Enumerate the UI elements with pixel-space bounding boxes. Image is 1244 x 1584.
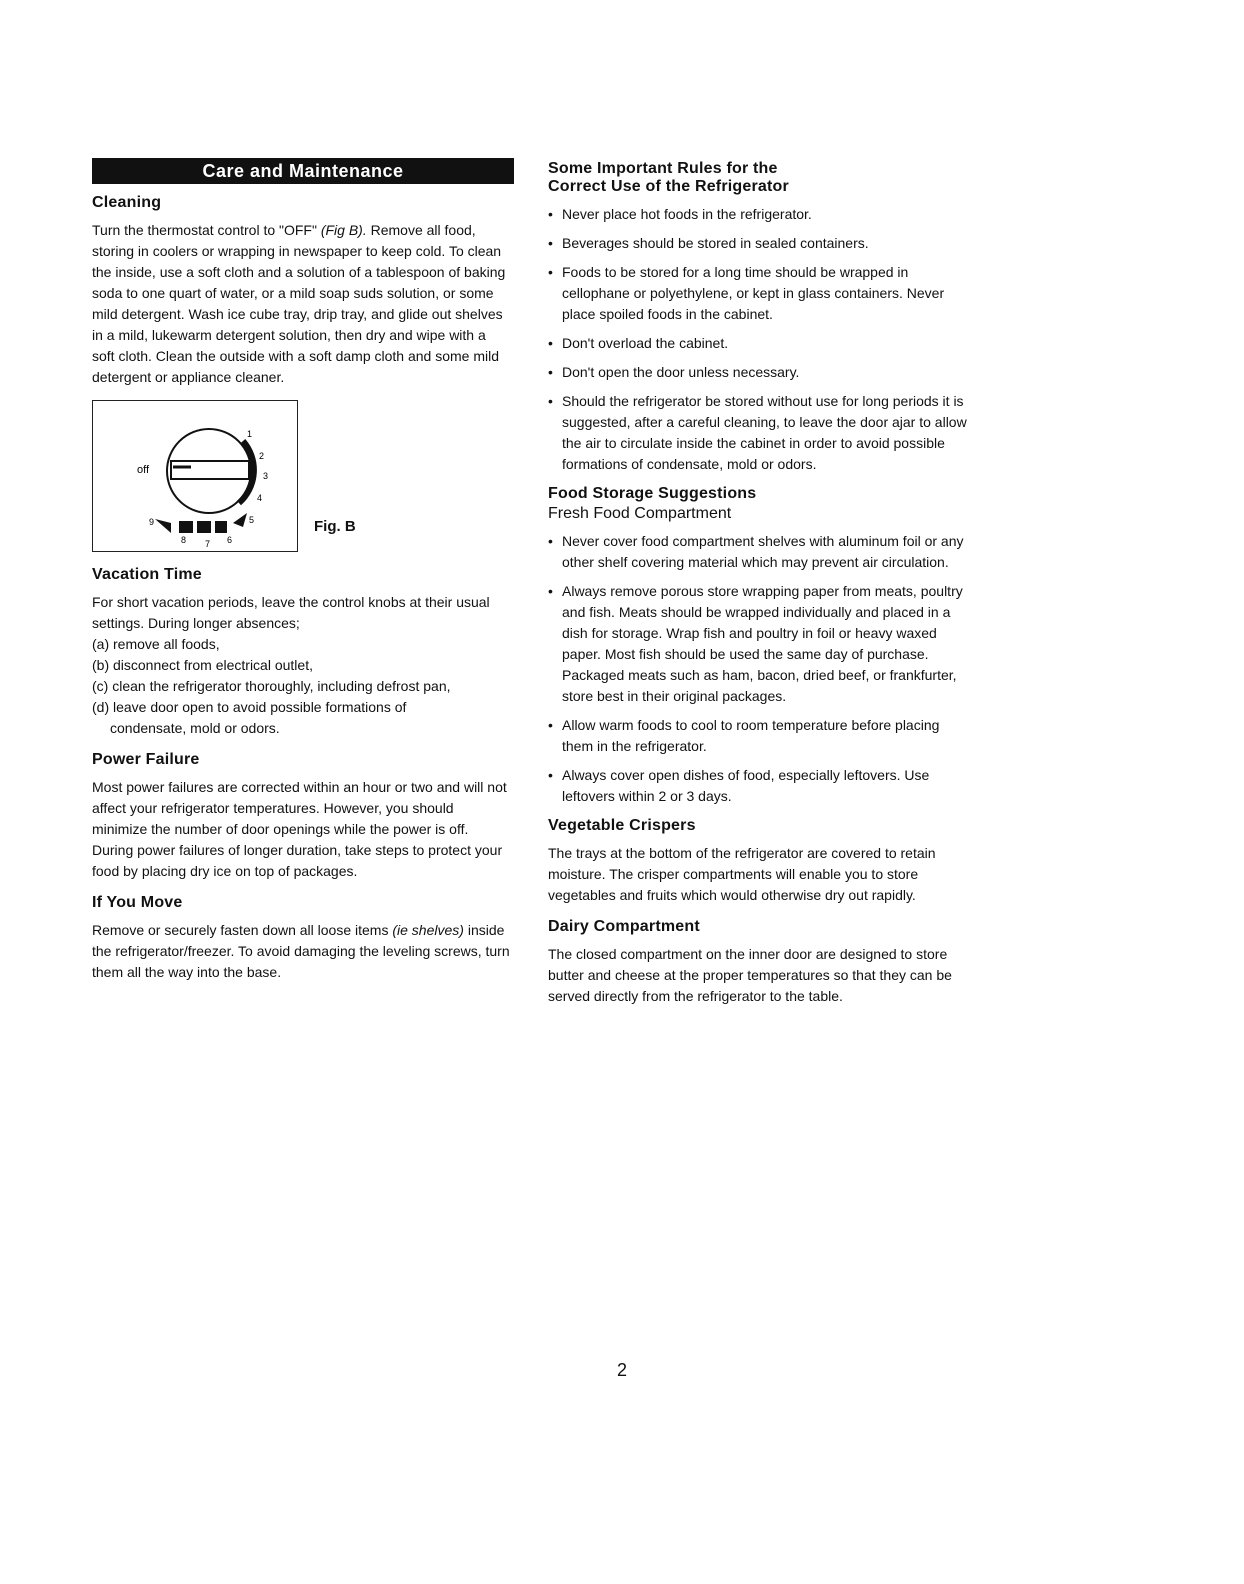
cleaning-text: Turn the thermostat control to "OFF" (Fig B). Remove all food, storing in coolers or wrapping in newspaper to keep cold. To clean the inside, use a soft cloth and a solution of a tablespoon of baking soda to one quart of water, or a mild soap suds solution, or some mild detergent. Wash ice cube tray, drip tray, and glide out shelves in a mild, lukewarm detergent solution, then dry and wipe with a soft cloth. Clean the outside with a soft damp cloth and some mild detergent or appliance cleaner. xyxy=(92,222,506,385)
food-heading: Food Storage Suggestions xyxy=(548,485,757,502)
thermostat-dial-icon xyxy=(93,401,297,551)
dial-num-1: 1 xyxy=(247,429,253,439)
vacation-heading: Vacation Time xyxy=(92,566,202,583)
food-list xyxy=(548,531,968,807)
cleaning-heading: Cleaning xyxy=(92,194,162,211)
list-item: • Foods to be stored for a long time should be wrapped in cellophane or polyethylene, or kept in glass containers. Never place spoiled foods in the cabinet. xyxy=(548,262,968,325)
list-item: (d) leave door open to avoid possible formations of xyxy=(92,699,407,715)
vacation-intro: For short vacation periods, leave the control knobs at their usual settings. During longer absences; xyxy=(92,594,490,631)
dairy-heading: Dairy Compartment xyxy=(548,918,700,935)
list-item: • Don't open the door unless necessary. xyxy=(548,362,968,383)
list-item: (b) disconnect from electrical outlet, xyxy=(92,657,313,673)
power-heading: Power Failure xyxy=(92,751,200,768)
list-item: • Never cover food compartment shelves with aluminum foil or any other shelf covering material which may prevent air circulation. xyxy=(548,531,968,573)
dial-num-7: 7 xyxy=(205,539,211,549)
list-item: (a) remove all foods, xyxy=(92,636,220,652)
dial-num-8: 8 xyxy=(181,535,187,545)
figure-label: Fig. B xyxy=(314,518,356,535)
move-text: Remove or securely fasten down all loose items (ie shelves) inside the refrigerator/freezer. To avoid damaging the leveling screws, turn them all the way into the base. xyxy=(92,922,510,980)
list-item: • Should the refrigerator be stored without use for long periods it is suggested, after a careful cleaning, to leave the door ajar to allow the air to circulate inside the cabinet in order to avoid possible formations of condensate, mold or odors. xyxy=(548,391,968,475)
page-number: 2 xyxy=(616,1360,627,1380)
thermostat-figure-box xyxy=(92,400,298,552)
fig-reference: (Fig B). xyxy=(320,222,367,238)
crispers-text: The trays at the bottom of the refrigerator are covered to retain moisture. The crisper compartments will enable you to store vegetables and fruits which would otherwise dry out rapidly. xyxy=(548,845,936,903)
right-column xyxy=(548,158,968,1019)
figure-b xyxy=(92,400,512,554)
list-item: • Allow warm foods to cool to room temperature before placing them in the refrigerator. xyxy=(548,715,968,757)
rules-list xyxy=(548,204,968,475)
rules-heading: Some Important Rules for the Correct Use of the Refrigerator xyxy=(548,160,789,195)
power-text: Most power failures are corrected within an hour or two and will not affect your refrigerator temperatures. However, you should minimize the number of door openings while the power is off. During power failures of longer duration, take steps to protect your food by placing dry ice on top of packages. xyxy=(92,779,507,879)
dial-num-5: 5 xyxy=(249,515,255,525)
list-item: • Beverages should be stored in sealed containers. xyxy=(548,233,968,254)
section-banner: Care and Maintenance xyxy=(92,158,514,184)
list-item: • Always remove porous store wrapping paper from meats, poultry and fish. Meats should be wrapped individually and placed in a dish for storage. Wrap fish and poultry in foil or heavy waxed paper. Most fish should be used the same day of purchase. Packaged meats such as ham, bacon, dried beef, or frankfurter, store best in their original packages. xyxy=(548,581,968,707)
dial-num-3: 3 xyxy=(263,471,269,481)
left-column xyxy=(92,158,512,995)
list-item: (c) clean the refrigerator thoroughly, including defrost pan, xyxy=(92,678,451,694)
move-heading: If You Move xyxy=(92,894,183,911)
off-label: off xyxy=(137,464,150,476)
dial-num-9: 9 xyxy=(149,517,155,527)
list-item: • Don't overload the cabinet. xyxy=(548,333,968,354)
vacation-list xyxy=(92,592,512,739)
crispers-heading: Vegetable Crispers xyxy=(548,817,696,834)
list-item: • Never place hot foods in the refrigerator. xyxy=(548,204,968,225)
list-item: • Always cover open dishes of food, especially leftovers. Use leftovers within 2 or 3 days. xyxy=(548,765,968,807)
list-item: condensate, mold or odors. xyxy=(110,720,280,736)
food-subheading: Fresh Food Compartment xyxy=(548,505,732,522)
dial-num-6: 6 xyxy=(227,535,233,545)
dairy-text: The closed compartment on the inner door are designed to store butter and cheese at the proper temperatures so that they can be served directly from the refrigerator to the table. xyxy=(548,946,952,1004)
dial-num-4: 4 xyxy=(257,493,263,503)
dial-num-2: 2 xyxy=(259,451,265,461)
